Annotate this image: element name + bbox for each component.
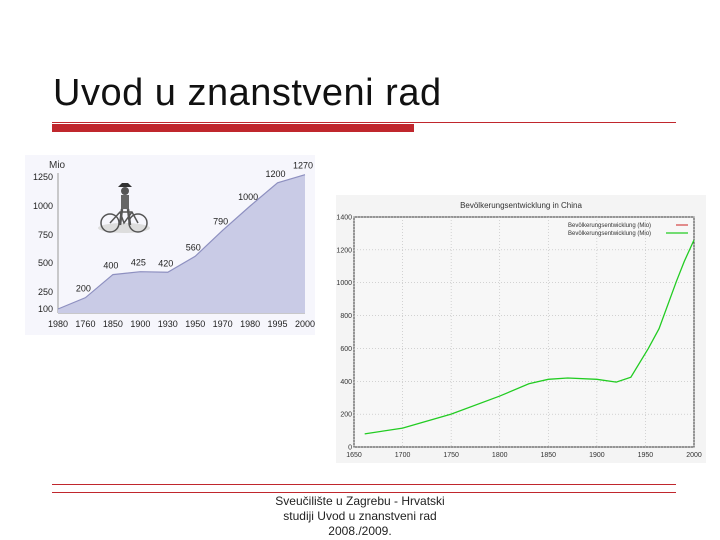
x-tick-label: 1760 [75,319,96,329]
x-tick-label: 1930 [157,319,178,329]
y-tick-label: 750 [37,230,53,240]
x-tick-label: 2000 [294,319,315,329]
y-tick-label: 1250 [32,172,53,182]
population-area-chart [25,155,315,335]
chart-title: Bevölkerungsentwicklung in China [460,201,582,210]
data-label: 425 [130,257,146,268]
footer-line-3: 2008./2009. [328,524,392,538]
x-tick-label: 1980 [47,319,69,329]
y-tick-label: 500 [37,258,53,268]
data-label: 1000 [238,192,259,202]
plot-frame [354,217,694,447]
footer-line-1: Sveučilište u Zagrebu - Hrvatski [275,494,445,508]
y-tick-label: 800 [340,313,352,321]
unit-label: Mio [49,160,66,171]
x-tick-label: 1750 [443,452,459,459]
x-tick-label: 1970 [212,319,233,329]
x-tick-label: 1850 [102,319,123,329]
y-tick-label: 600 [340,345,352,353]
y-tick-label: 200 [340,411,352,419]
footer-rule-top [52,484,676,485]
data-label: 1200 [265,168,286,179]
x-tick-label: 1995 [267,319,288,329]
y-tick-label: 400 [340,378,352,386]
x-tick-label: 1950 [185,319,206,329]
y-tick-label: 0 [348,444,352,452]
y-tick-label: 1000 [336,280,352,288]
footer-line-2: studiji Uvod u znanstveni rad [283,509,437,523]
x-tick-label: 2000 [686,452,702,459]
x-tick-label: 1800 [491,452,508,459]
legend-entry-2: Bevölkerungsentwicklung (Mio) [568,231,652,237]
title-rule-thin [52,122,676,123]
data-label: 420 [158,258,174,269]
y-tick-label: 1400 [336,214,352,222]
x-tick-label: 1980 [240,319,261,329]
y-tick-label: 250 [37,287,53,297]
data-label: 200 [75,283,91,294]
y-tick-label: 100 [37,304,53,314]
x-tick-label: 1700 [394,452,411,459]
legend-entry-1: Bevölkerungsentwicklung (Mio) [568,223,652,229]
data-label: 400 [103,260,119,271]
china-population-line-chart [336,195,706,463]
title-rule-thick [52,124,414,132]
x-tick-label: 1950 [637,452,654,459]
y-tick-label: 1200 [336,247,352,255]
data-label: 560 [185,242,201,253]
x-tick-label: 1650 [346,452,362,459]
data-label: 1270 [292,160,314,171]
footer-text [230,494,490,539]
x-tick-label: 1900 [130,319,151,329]
x-tick-label: 1900 [589,452,605,459]
data-label: 790 [213,216,229,227]
y-tick-label: 1000 [32,201,53,211]
footer-rule-bottom [52,492,676,493]
x-tick-label: 1850 [540,452,557,459]
slide-title: Uvod u znanstveni rad [53,72,442,114]
